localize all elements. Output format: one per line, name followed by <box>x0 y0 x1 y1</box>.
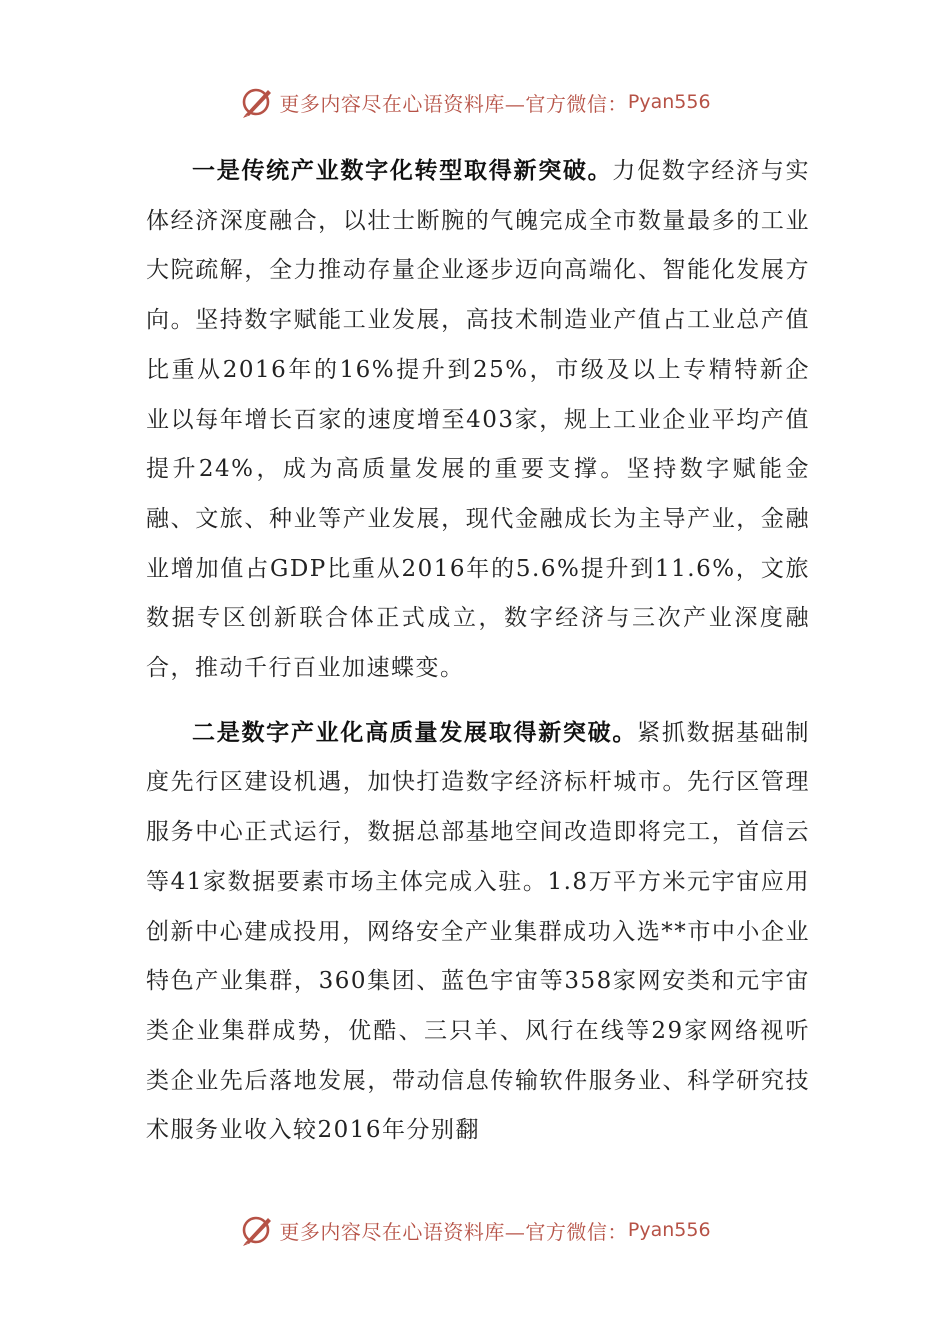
banner-wechat-id: Pyan556 <box>627 1219 711 1241</box>
paragraph-heading: 一是传统产业数字化转型取得新突破。 <box>192 157 613 184</box>
paragraph-body: 紧抓数据基础制度先行区建设机遇，加快打造数字经济标杆城市。先行区管理服务中心正式运行，数据总部基地空间改造即将完工，首信云等41家数据要素市场主体完成入驻。1.8万平方米元宇宙应用创新中心建成投用，网络安全产业集群成功入选**市中小企业特色产业集群，360集团、蓝色宇宙等358家网安类和元宇宙类企业集群成势，优酷、三只羊、风行在线等29家网络视听类企业先后落地发展，带动信息传输软件服务业、科学研究技术服务业收入较2016年分别翻 <box>146 719 811 1144</box>
paragraph-1 <box>146 146 810 694</box>
header-banner <box>0 80 950 124</box>
banner-text: 更多内容尽在心语资料库—官方微信： <box>279 91 628 116</box>
paragraph-body: 力促数字经济与实体经济深度融合，以壮士断腕的气魄完成全市数量最多的工业大院疏解，全力推动存量企业逐步迈向高端化、智能化发展方向。坚持数字赋能工业发展，高技术制造业产值占工业总产值比重从2016年的16%提升到25%，市级及以上专精特新企业以每年增长百家的速度增至403家，规上工业企业平均产值提升24%，成为高质量发展的重要支撑。坚持数字赋能金融、文旅、种业等产业发展，现代金融成长为主导产业，金融业增加值占GDP比重从2016年的5.6%提升到11.6%，文旅数据专区创新联合体正式成立，数字经济与三次产业深度融合，推动千行百业加速蝶变。 <box>146 158 811 682</box>
pen-on-circle-logo-icon <box>239 1212 275 1248</box>
footer-banner <box>0 1208 950 1252</box>
document-body <box>146 146 810 1156</box>
paragraph-heading: 二是数字产业化高质量发展取得新突破。 <box>192 718 638 746</box>
pen-on-circle-logo-icon <box>239 84 275 120</box>
paragraph-2 <box>146 708 810 1156</box>
banner-wechat-id: Pyan556 <box>627 91 711 113</box>
banner-text: 更多内容尽在心语资料库—官方微信： <box>279 1219 628 1244</box>
